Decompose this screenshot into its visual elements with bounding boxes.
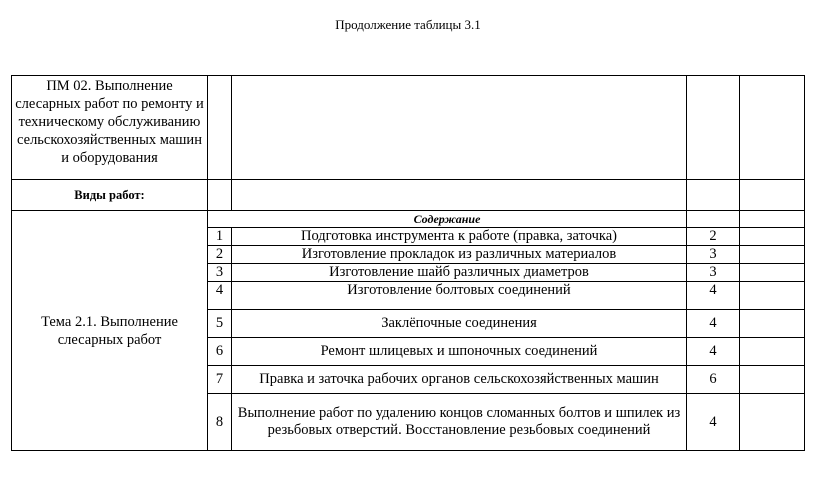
row-hours: 4 <box>687 394 740 451</box>
empty-cell <box>740 246 805 264</box>
work-types-label: Виды работ: <box>12 180 208 211</box>
empty-cell <box>208 180 232 211</box>
empty-cell <box>740 394 805 451</box>
empty-cell <box>740 211 805 228</box>
row-hours: 6 <box>687 366 740 394</box>
empty-cell <box>740 180 805 211</box>
theme-title: Тема 2.1. Выполнение слесарных работ <box>12 211 208 451</box>
empty-cell <box>740 338 805 366</box>
empty-cell <box>740 264 805 282</box>
empty-cell <box>740 76 805 180</box>
module-title: ПМ 02. Выполнение слесарных работ по ремонту и техническому обслуживанию сельскохозяйственных машин и оборудования <box>12 76 208 180</box>
curriculum-table <box>11 75 805 451</box>
row-hours: 3 <box>687 264 740 282</box>
row-text: Заклёпочные соединения <box>232 310 687 338</box>
empty-cell <box>740 282 805 310</box>
row-number: 8 <box>208 394 232 451</box>
row-text: Правка и заточка рабочих органов сельскохозяйственных машин <box>232 366 687 394</box>
row-text: Подготовка инструмента к работе (правка, заточка) <box>232 228 687 246</box>
content-header-row <box>12 211 805 228</box>
empty-cell <box>232 76 687 180</box>
row-hours: 4 <box>687 310 740 338</box>
row-hours: 4 <box>687 282 740 310</box>
empty-cell <box>740 228 805 246</box>
row-number: 1 <box>208 228 232 246</box>
empty-cell <box>687 180 740 211</box>
empty-cell <box>740 310 805 338</box>
empty-cell <box>740 366 805 394</box>
row-hours: 3 <box>687 246 740 264</box>
row-number: 2 <box>208 246 232 264</box>
empty-cell <box>208 76 232 180</box>
content-header: Содержание <box>208 211 687 228</box>
empty-cell <box>232 180 687 211</box>
row-text: Ремонт шлицевых и шпоночных соединений <box>232 338 687 366</box>
row-text: Выполнение работ по удалению концов сломанных болтов и шпилек из резьбовых отверстий. Восстановление резьбовых соединений <box>232 394 687 451</box>
empty-cell <box>687 211 740 228</box>
empty-cell <box>687 76 740 180</box>
table-caption: Продолжение таблицы 3.1 <box>335 17 481 32</box>
row-text: Изготовление болтовых соединений <box>232 282 687 310</box>
row-number: 4 <box>208 282 232 310</box>
module-row <box>12 76 805 180</box>
row-number: 7 <box>208 366 232 394</box>
row-hours: 4 <box>687 338 740 366</box>
row-number: 6 <box>208 338 232 366</box>
row-hours: 2 <box>687 228 740 246</box>
work-types-row <box>12 180 805 211</box>
row-number: 5 <box>208 310 232 338</box>
row-number: 3 <box>208 264 232 282</box>
row-text: Изготовление шайб различных диаметров <box>232 264 687 282</box>
row-text: Изготовление прокладок из различных материалов <box>232 246 687 264</box>
